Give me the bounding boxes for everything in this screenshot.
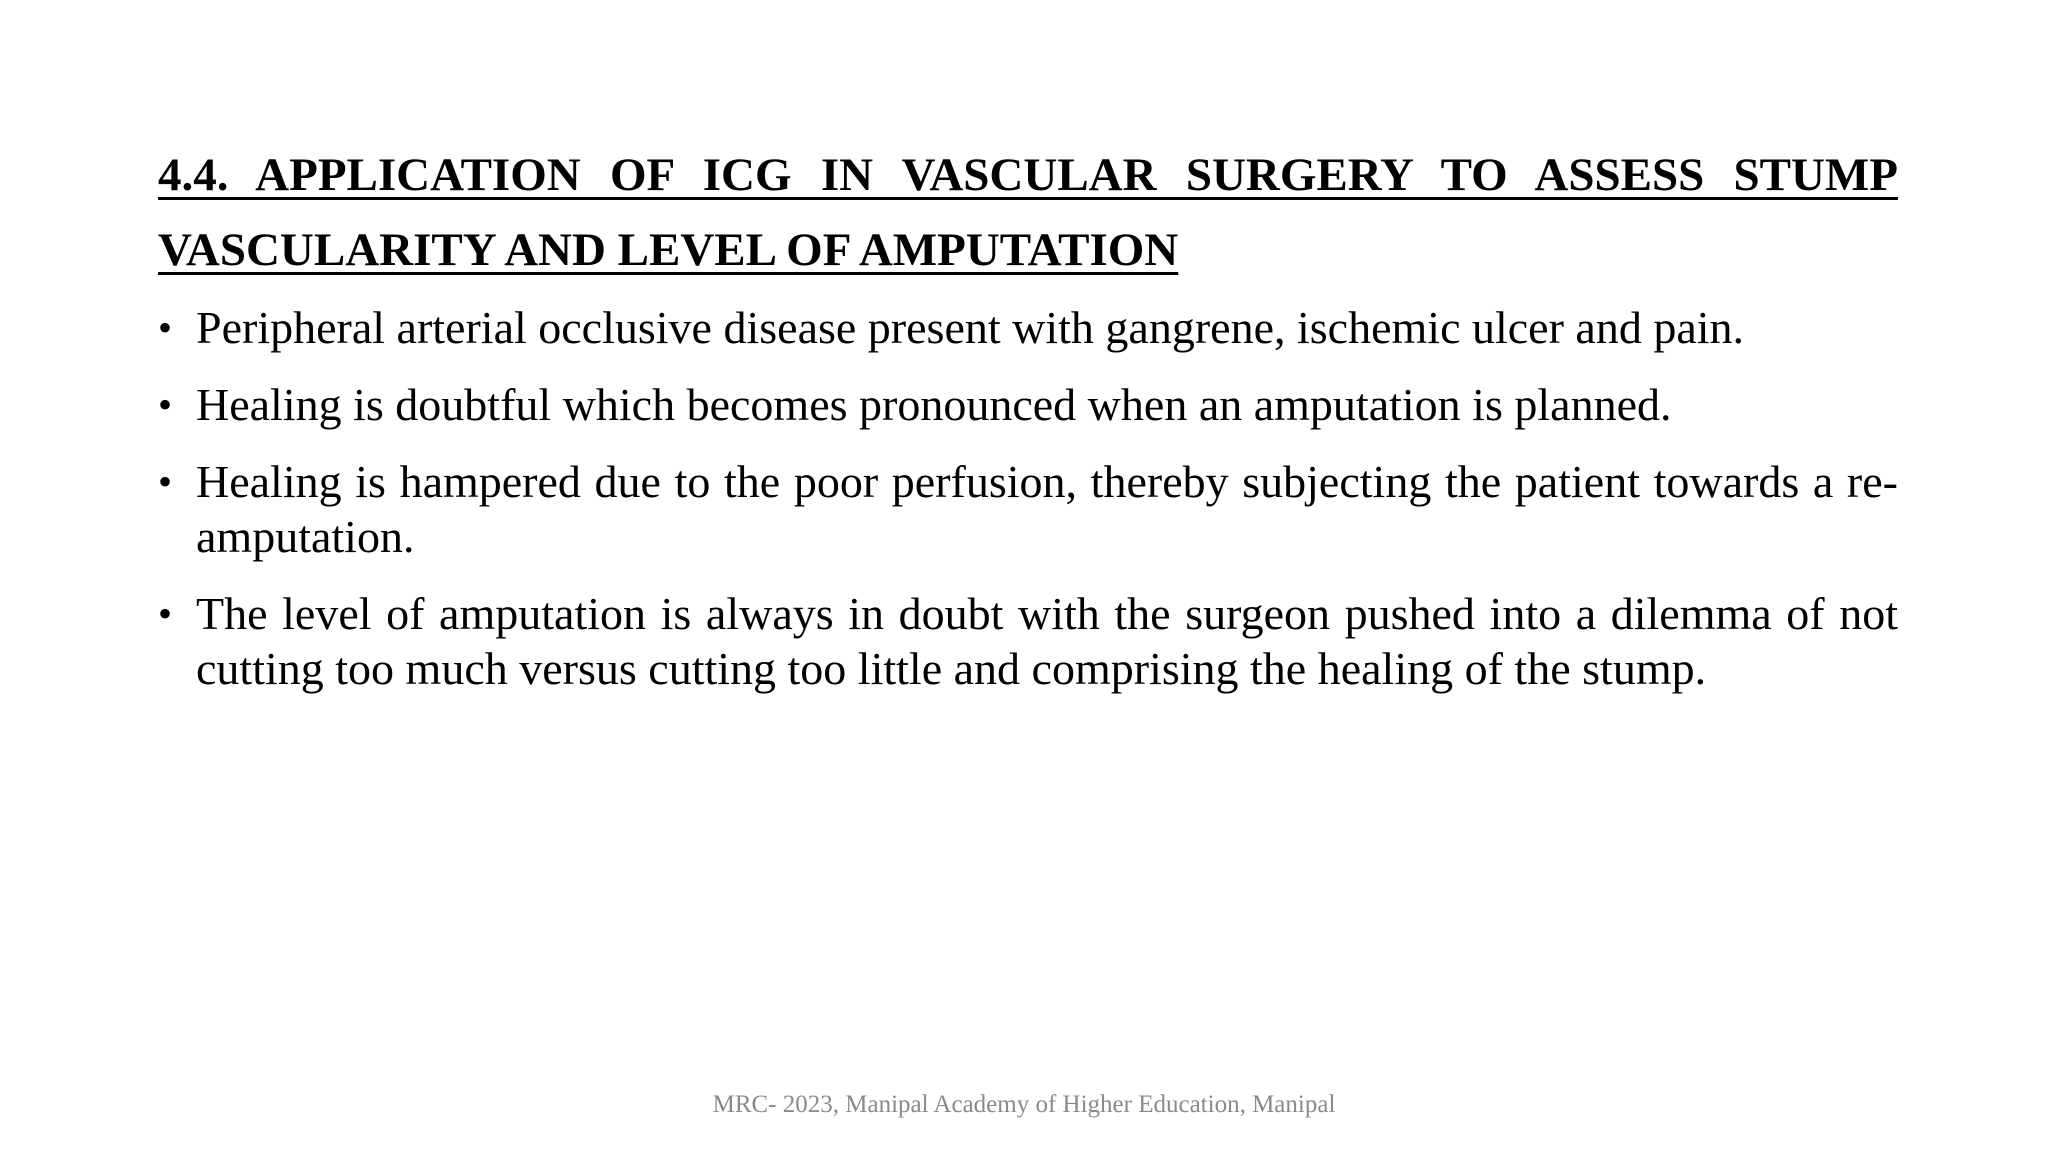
- bullet-icon: •: [158, 591, 173, 636]
- bullet-text: The level of amputation is always in doubt with the surgeon pushed into a dilemma of not cutting too much versus cutting too little and comprising the healing of the stump.: [196, 588, 1898, 694]
- bullet-icon: •: [158, 305, 173, 350]
- slide-title: [158, 138, 1898, 288]
- list-item: [158, 300, 1898, 355]
- bullet-text: Healing is doubtful which becomes pronounced when an amputation is planned.: [196, 379, 1672, 430]
- bullet-list: [158, 300, 1898, 718]
- title-line-2: VASCULARITY AND LEVEL OF AMPUTATION: [158, 224, 1179, 276]
- bullet-icon: •: [158, 459, 173, 504]
- slide-footer: MRC- 2023, Manipal Academy of Higher Education, Manipal: [712, 1091, 1336, 1118]
- list-item: [158, 377, 1898, 432]
- list-item: [158, 586, 1898, 696]
- bullet-text: Healing is hampered due to the poor perfusion, thereby subjecting the patient towards a re-amputation.: [196, 456, 1898, 562]
- title-line-1: 4.4. APPLICATION OF ICG IN VASCULAR SURGERY TO ASSESS STUMP: [158, 149, 1898, 201]
- bullet-icon: •: [158, 382, 173, 427]
- bullet-text: Peripheral arterial occlusive disease present with gangrene, ischemic ulcer and pain.: [196, 302, 1745, 353]
- list-item: [158, 454, 1898, 564]
